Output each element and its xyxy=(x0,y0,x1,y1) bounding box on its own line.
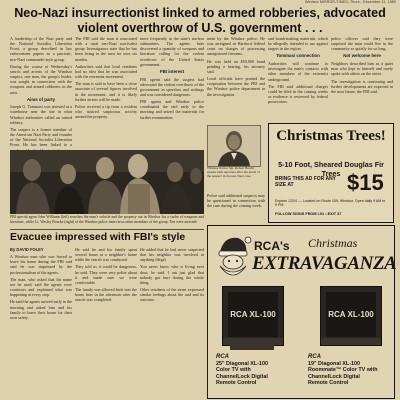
paragraph: police officers said they were surprised the man could live in the community so quietly for so long. xyxy=(331,36,393,52)
paragraph: The suspect is a former member of the American Nazi Party and founder of the National Socialist Liberation Front. He has been linked to a xyxy=(10,126,72,148)
byline: By DAVID FOLEY xyxy=(10,247,44,252)
tv-screen xyxy=(326,292,376,337)
paragraph: He was held on $50,000 bond pending a hearing, his attorney said. xyxy=(207,58,265,74)
christmas-script: Christmas xyxy=(308,236,358,250)
paragraph: You never know who is living next door, he said. I am just glad that nobody got hurt during the whole thing. xyxy=(140,264,204,285)
paragraph: He added that he had never suspected that his neighbor was involved in anything illegal. xyxy=(140,247,204,263)
evacuee-column-3 xyxy=(140,247,204,397)
paragraph: more frequently in the state's nuclear submarines. The agents later discovered a quantity of weapons and literature calling for the violent overthrow of the United States government. xyxy=(140,36,204,67)
paragraph: and bomb-making materials, which he allegedly intended to use against targets in the region. xyxy=(268,36,328,52)
tv-screen xyxy=(228,292,278,337)
santa-icon xyxy=(214,232,252,280)
spec-line: ChannelLock Digital xyxy=(216,373,268,380)
tv-image-1 xyxy=(222,286,284,346)
paragraph: The FBI said the man is associated with a rural neo-Nazi survivalist group. Investigators state that he has been living in the area for over six months. xyxy=(75,36,137,62)
article-column-2 xyxy=(75,36,137,146)
ad-details: Expires 12/24 — Located on Route 159, Windsor. Open daily 9 AM to 9 PM. xyxy=(275,199,386,208)
paragraph: FBI agents and Windsor police coordinated the raid early in the morning and seized the materials for further examination. xyxy=(140,99,204,120)
paragraph: Police said additional suspects may be questioned in connection with the case during the coming week. xyxy=(207,193,265,209)
ad-subtitle: 5-10 Foot, Sheared Douglas Fir Trees xyxy=(278,160,384,178)
tv-screen-label: RCA XL-100 xyxy=(328,310,374,319)
mugshot-photo xyxy=(207,125,261,167)
spec-line: 19" Diagonal XL-100 xyxy=(308,361,360,367)
evacuee-column-1 xyxy=(10,247,72,397)
tv-screen-label: RCA XL-100 xyxy=(230,310,276,319)
page-folio: Windsor MIRROR-TIMES, Thurs., December 11, 1980 xyxy=(304,0,396,4)
paragraph: He said the agents arrived early in the morning and asked him and his family to leave their house for their own safety. xyxy=(10,299,72,320)
paragraph: ment by the Windsor police. He was arraigned in Hartford federal court on charges of possessing unregistered firearms. xyxy=(207,36,265,57)
paragraph: The family was allowed back into the home later in the afternoon after the search was completed. xyxy=(75,287,137,303)
article-column-3 xyxy=(140,36,204,146)
paragraph: The investigation is continuing and further developments are expected in the near future, the FBI said. xyxy=(331,78,393,94)
paragraph: A Windsor man who was forced to leave his home during the FBI raid said he was impressed by the professionalism of the agents. xyxy=(10,254,72,275)
spec-line: 25" Diagonal XL-100 xyxy=(216,361,268,367)
ad-price: $15 xyxy=(347,170,384,195)
christmas-tree-ad xyxy=(268,123,394,223)
spec-line: Remote Control xyxy=(308,380,349,387)
news-photo xyxy=(10,150,204,214)
paragraph: A leadership of the Nazi party and the National Socialist Liberation Front, a group described in law enforcement papers as a patriotic, neo-Nazi commando-style group. xyxy=(10,36,72,62)
paragraph: The man is said to have been a close associate of several figures involved in the movement, and it is likely further arrests will be made. xyxy=(75,81,137,102)
spec-line: Color TV with xyxy=(216,367,251,374)
mugshot-caption: Windsor Police Sgt. Robert Hewitt speaks with reporters after the arrest of the suspect in the neo-Nazi case. xyxy=(207,166,260,179)
paragraph: Local officials have praised the cooperation between the FBI and the Windsor police department in the investigation. xyxy=(207,76,265,97)
paragraph: During the course of Wednesday's search and arrests of the Windsor suspect, one man, the group's leader, was sought in connection with the weapons and armed robberies in the area. xyxy=(10,63,72,95)
ad-title: Christmas Trees! xyxy=(276,128,386,144)
paragraph: He said he and his family spent several hours at a neighbor's home while the search was conducted. xyxy=(75,247,137,263)
paragraph: They told us it could be dangerous, he said. They were very polite about it and made sure we were comfortable. xyxy=(75,264,137,285)
ad-directions: FOLLOW SIGNS FROM I-91 • EXIT 37 xyxy=(275,212,342,216)
paragraph: The man, who asked that his name not be used, said the agents were courteous and explained what was happening at every step. xyxy=(10,276,72,298)
divider xyxy=(10,229,204,230)
subhead: Aims of party xyxy=(26,96,56,102)
paragraph: Neighbors described him as a quiet man who kept to himself and rarely spoke with others on the street. xyxy=(331,61,393,77)
subhead: Tommasi connection xyxy=(276,53,320,59)
paragraph: Joseph G. Tommasi was arrested at a warehouse near the site in what Windsor authorities called an armed robbery. xyxy=(10,104,72,125)
evacuee-headline: Evacuee impressed with FBI's style xyxy=(10,232,186,243)
article-column-1 xyxy=(10,36,72,146)
tv-stand xyxy=(230,344,274,350)
evacuee-column-2 xyxy=(75,247,137,397)
spec-line: Roommate™ Color TV with xyxy=(308,367,378,374)
rca-logo: RCA xyxy=(216,354,229,360)
tv-spec-2 xyxy=(308,354,392,387)
paragraph: The FBI said additional charges could be filed in the coming weeks as evidence is reviewed by federal prosecutors. xyxy=(268,83,328,105)
tv-base xyxy=(321,338,381,345)
article-column-4-continued xyxy=(207,193,265,225)
spec-line: Remote Control xyxy=(216,380,257,387)
spec-line: ChannelLock Digital xyxy=(308,373,360,380)
crowd-photo-icon xyxy=(10,150,204,214)
rca-headline: RCA's xyxy=(254,239,290,253)
paragraph: Authorities will continue to investigate the man's contacts with other members of the extremist underground. xyxy=(268,61,328,82)
paragraph: Other residents of the street expressed similar feelings about the raid and its outcome. xyxy=(140,287,204,303)
rca-ad xyxy=(207,225,395,399)
ad-offer: BRING THIS AD FOR ANY SIZE AT xyxy=(275,176,336,189)
paragraph: FBI agents said the suspect had advocated the violent overthrow of the government in speeches and writings and was considered dangerous. xyxy=(140,76,204,97)
tv-spec-1 xyxy=(216,354,298,387)
paragraph: Police received a tip from a resident who noticed suspicious activity around the property. xyxy=(75,103,137,120)
paragraph: Authorities said that local residents had no idea that he was associated with the extremist movement. xyxy=(75,63,137,80)
rca-logo: RCA xyxy=(308,354,321,360)
photo-caption: FBI special agent John Williams (left) searches the man's vehicle and the property out in Windsor for a cache of weapons and literature, while Lt. Wesley Bourke (right) of the Windsor police interviews other members of the group. Ten were arrested. xyxy=(10,215,204,224)
extravaganza-title: EXTRAVAGANZA xyxy=(252,253,397,274)
main-headline: Neo-Nazi insurrectionist linked to armed robberies, advocated violent overthrow of U.S. government . . . xyxy=(14,6,386,35)
subhead: Not welcome here xyxy=(343,53,381,59)
subhead: FBI interest xyxy=(159,68,185,74)
portrait-icon xyxy=(208,126,260,166)
tv-image-2 xyxy=(320,286,382,346)
